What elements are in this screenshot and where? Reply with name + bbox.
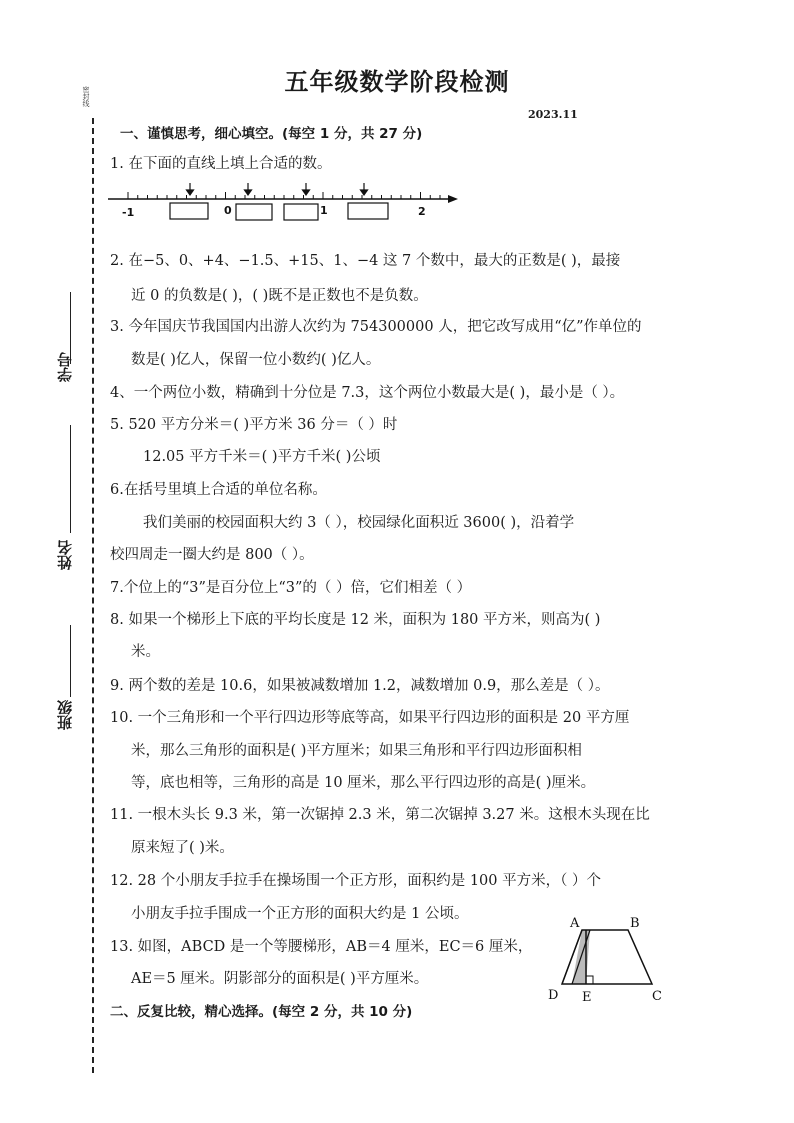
arrow-head-2 (245, 190, 252, 195)
question-8-line-1: 8. 如果一个梯形上下底的平均长度是 12 米，面积为 180 平方米，则高为( ) (110, 612, 601, 628)
question-5-line-1: 5. 520 平方分米＝( )平方米 36 分＝（ ）时 (110, 417, 398, 433)
question-5-line-2: 12.05 平方千米＝( )平方千米( )公顷 (143, 449, 381, 465)
answer-box-1[interactable] (170, 203, 208, 219)
question-12-line-1: 12. 28 个小朋友手拉手在操场围一个正方形，面积约是 100 平方米，（ ）个 (110, 873, 601, 889)
class-rule[interactable] (70, 625, 71, 697)
question-11-line-2: 原来短了( )米。 (131, 840, 234, 856)
question-7: 7.个位上的“3”是百分位上“3”的（ ）倍，它们相差（ ） (110, 580, 472, 596)
arrow-head-4 (361, 190, 368, 195)
section2-heading: 二、反复比较，精心选择。(每空 2 分，共 10 分) (110, 1004, 413, 1020)
question-2-line-2: 近 0 的负数是( )，( )既不是正数也不是负数。 (131, 288, 428, 304)
question-10-line-1: 10. 一个三角形和一个平行四边形等底等高，如果平行四边形的面积是 20 平方厘 (110, 710, 630, 726)
name-rule[interactable] (70, 425, 71, 533)
seal-line-note: 密封线 (82, 86, 90, 107)
class-label: 班级 (56, 700, 74, 730)
tick-label-neg1: -1 (122, 206, 135, 219)
answer-box-4[interactable] (348, 203, 388, 219)
tick-label-0: 0 (224, 204, 232, 217)
question-6-line-2: 我们美丽的校园面积大约 3（ ），校园绿化面积近 3600( )，沿着学 (143, 515, 575, 531)
vertex-label-d: D (548, 988, 559, 1003)
question-6-line-1: 6.在括号里填上合适的单位名称。 (110, 482, 327, 498)
question-10-line-3: 等，底也相等，三角形的高是 10 厘米，那么平行四边形的高是( )厘米。 (131, 775, 596, 791)
tick-label-2: 2 (418, 205, 426, 218)
arrow-head-3 (303, 190, 310, 195)
point-label-e: E (582, 990, 592, 1005)
answer-box-2[interactable] (236, 204, 272, 220)
tick-label-1: 1 (320, 204, 328, 217)
trapezoid-figure (544, 912, 684, 1008)
question-6-line-3: 校四周走一圈大约是 800（ ）。 (110, 547, 314, 563)
section1-heading: 一、谨慎思考，细心填空。(每空 1 分，共 27 分) (120, 126, 423, 142)
arrow-head-1 (187, 190, 194, 195)
question-13-line-2: AE＝5 厘米。阴影部分的面积是( )平方厘米。 (131, 971, 429, 987)
vertex-label-c: C (652, 989, 662, 1004)
question-13-line-1: 13. 如图，ABCD 是一个等腰梯形，AB＝4 厘米，EC＝6 厘米， (110, 939, 533, 955)
question-9: 9. 两个数的差是 10.6，如果被减数增加 1.2，减数增加 0.9，那么差是（ ）。 (110, 678, 610, 694)
question-12-line-2: 小朋友手拉手围成一个正方形的面积大约是 1 公顷。 (131, 906, 469, 922)
number-line (104, 180, 460, 224)
page-title: 五年级数学阶段检测 (284, 68, 510, 96)
question-11-line-1: 11. 一根木头长 9.3 米，第一次锯掉 2.3 米，第二次锯掉 3.27 米。这根木头现在比 (110, 807, 650, 823)
seal-dashed-line (92, 118, 94, 1073)
question-2-line-1: 2. 在−5、0、+4、−1.5、+15、1、−4 这 7 个数中，最大的正数是( )，最接 (110, 253, 621, 269)
exam-date: 2023.11 (528, 108, 578, 121)
vertex-label-b: B (630, 916, 640, 931)
question-3-line-2: 数是( )亿人，保留一位小数约( )亿人。 (131, 352, 381, 368)
question-1: 1. 在下面的直线上填上合适的数。 (110, 156, 332, 172)
student-id-label: 学号 (56, 352, 74, 382)
vertex-label-a: A (570, 916, 580, 931)
question-4: 4、一个两位小数，精确到十分位是 7.3，这个两位小数最大是( )，最小是（ ）。 (110, 385, 625, 401)
question-8-line-2: 米。 (131, 644, 160, 660)
question-10-line-2: 米，那么三角形的面积是( )平方厘米；如果三角形和平行四边形面积相 (131, 743, 582, 759)
right-angle-mark (586, 976, 593, 984)
name-label: 姓名 (56, 540, 74, 570)
answer-box-3[interactable] (284, 204, 318, 220)
question-3-line-1: 3. 今年国庆节我国国内出游人次约为 754300000 人，把它改写成用“亿”作单位的 (110, 319, 642, 335)
